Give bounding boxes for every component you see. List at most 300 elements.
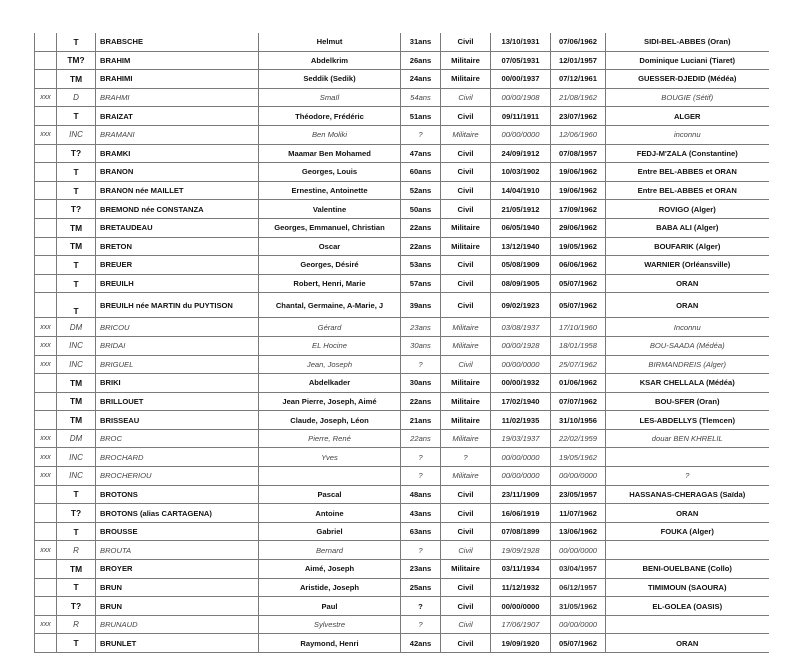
firstnames-cell: Paul (259, 597, 401, 616)
status-cell: Militaire (441, 411, 491, 430)
death-date-cell: 29/06/1962 (551, 218, 606, 237)
category-cell: TM (57, 374, 96, 393)
firstnames-cell: Ernestine, Antoinette (259, 181, 401, 200)
table-row (35, 33, 769, 51)
category-cell: INC (57, 355, 96, 374)
status-cell: Militaire (441, 125, 491, 144)
table-row (35, 504, 769, 523)
status-cell: Civil (441, 578, 491, 597)
table-row (35, 615, 769, 634)
age-cell: 42ans (401, 634, 441, 653)
status-cell: Civil (441, 293, 491, 318)
flag-cell (35, 293, 57, 318)
category-cell: T (57, 634, 96, 653)
birth-date-cell: 24/09/1912 (491, 144, 551, 163)
birth-date-cell: 11/02/1935 (491, 411, 551, 430)
table-row (35, 374, 769, 393)
table-row (35, 181, 769, 200)
table-row (35, 144, 769, 163)
age-cell: 23ans (401, 318, 441, 337)
category-cell: T? (57, 597, 96, 616)
firstnames-cell: Georges, Emmanuel, Christian (259, 218, 401, 237)
status-cell: Civil (441, 144, 491, 163)
place-cell: FEDJ-M'ZALA (Constantine) (606, 144, 769, 163)
surname-cell: BRIGUEL (96, 355, 259, 374)
status-cell: Civil (441, 274, 491, 293)
flag-cell: xxx (35, 615, 57, 634)
place-cell: WARNIER (Orléansville) (606, 256, 769, 275)
firstnames-cell: Helmut (259, 33, 401, 51)
death-date-cell: 00/00/0000 (551, 541, 606, 560)
birth-date-cell: 21/05/1912 (491, 200, 551, 219)
place-cell: douar BEN KHRELIL (606, 429, 769, 448)
firstnames-cell: Gérard (259, 318, 401, 337)
place-cell: ROVIGO (Alger) (606, 200, 769, 219)
place-cell: BABA ALI (Alger) (606, 218, 769, 237)
surname-cell: BRANON née MAILLET (96, 181, 259, 200)
age-cell: 22ans (401, 392, 441, 411)
birth-date-cell: 17/02/1940 (491, 392, 551, 411)
flag-cell: xxx (35, 318, 57, 337)
birth-date-cell: 08/09/1905 (491, 274, 551, 293)
place-cell: BOU-SFER (Oran) (606, 392, 769, 411)
flag-cell: xxx (35, 429, 57, 448)
age-cell: 47ans (401, 144, 441, 163)
birth-date-cell: 09/11/1911 (491, 107, 551, 126)
place-cell: EL-GOLEA (OASIS) (606, 597, 769, 616)
flag-cell (35, 70, 57, 89)
flag-cell (35, 374, 57, 393)
place-cell: ORAN (606, 504, 769, 523)
status-cell: Civil (441, 504, 491, 523)
status-cell: Militaire (441, 237, 491, 256)
flag-cell: xxx (35, 541, 57, 560)
category-cell: INC (57, 448, 96, 467)
place-cell: FOUKA (Alger) (606, 522, 769, 541)
place-cell: inconnu (606, 125, 769, 144)
place-cell: LES-ABDELLYS (Tlemcen) (606, 411, 769, 430)
status-cell: Civil (441, 88, 491, 107)
status-cell: Civil (441, 107, 491, 126)
birth-date-cell: 19/09/1920 (491, 634, 551, 653)
age-cell: ? (401, 355, 441, 374)
status-cell: Civil (441, 355, 491, 374)
death-date-cell: 18/01/1958 (551, 336, 606, 355)
category-cell: T (57, 107, 96, 126)
category-cell: T (57, 485, 96, 504)
place-cell: TIMIMOUN (SAOURA) (606, 578, 769, 597)
table-row (35, 355, 769, 374)
surname-cell: BROC (96, 429, 259, 448)
age-cell: 23ans (401, 560, 441, 579)
place-cell: SIDI-BEL-ABBES (Oran) (606, 33, 769, 51)
birth-date-cell: 19/09/1928 (491, 541, 551, 560)
category-cell: INC (57, 467, 96, 486)
firstnames-cell: Antoine (259, 504, 401, 523)
flag-cell (35, 597, 57, 616)
category-cell: TM (57, 70, 96, 89)
birth-date-cell: 14/04/1910 (491, 181, 551, 200)
birth-date-cell: 00/00/0000 (491, 125, 551, 144)
surname-cell: BREUER (96, 256, 259, 275)
category-cell: R (57, 615, 96, 634)
firstnames-cell: Aimé, Joseph (259, 560, 401, 579)
flag-cell (35, 144, 57, 163)
age-cell: ? (401, 448, 441, 467)
birth-date-cell: 17/06/1907 (491, 615, 551, 634)
age-cell: ? (401, 541, 441, 560)
flag-cell (35, 485, 57, 504)
status-cell: Civil (441, 597, 491, 616)
category-cell: T (57, 293, 96, 318)
age-cell: ? (401, 467, 441, 486)
surname-cell: BRIKI (96, 374, 259, 393)
table-row (35, 485, 769, 504)
place-cell: KSAR CHELLALA (Médéa) (606, 374, 769, 393)
birth-date-cell: 00/00/1932 (491, 374, 551, 393)
birth-date-cell: 07/08/1899 (491, 522, 551, 541)
status-cell: Militaire (441, 392, 491, 411)
firstnames-cell: Georges, Louis (259, 163, 401, 182)
birth-date-cell: 05/08/1909 (491, 256, 551, 275)
death-date-cell: 22/02/1959 (551, 429, 606, 448)
status-cell: Civil (441, 485, 491, 504)
death-date-cell: 05/07/1962 (551, 274, 606, 293)
category-cell: TM (57, 411, 96, 430)
age-cell: 21ans (401, 411, 441, 430)
place-cell: BIRMANDREIS (Alger) (606, 355, 769, 374)
birth-date-cell: 03/08/1937 (491, 318, 551, 337)
death-date-cell: 31/05/1962 (551, 597, 606, 616)
flag-cell (35, 218, 57, 237)
surname-cell: BROYER (96, 560, 259, 579)
place-cell: ORAN (606, 634, 769, 653)
age-cell: 52ans (401, 181, 441, 200)
birth-date-cell: 09/02/1923 (491, 293, 551, 318)
table-row (35, 448, 769, 467)
death-date-cell: 00/00/0000 (551, 615, 606, 634)
death-date-cell: 12/01/1957 (551, 51, 606, 70)
status-cell: Civil (441, 163, 491, 182)
table-row (35, 293, 769, 318)
surname-cell: BRUN (96, 578, 259, 597)
age-cell: 31ans (401, 33, 441, 51)
firstnames-cell: Abdelkrim (259, 51, 401, 70)
flag-cell (35, 392, 57, 411)
surname-cell: BROCHARD (96, 448, 259, 467)
status-cell: Militaire (441, 51, 491, 70)
surname-cell: BRUN (96, 597, 259, 616)
status-cell: Militaire (441, 429, 491, 448)
age-cell: 24ans (401, 70, 441, 89)
age-cell: ? (401, 597, 441, 616)
death-date-cell: 01/06/1962 (551, 374, 606, 393)
death-date-cell: 00/00/0000 (551, 467, 606, 486)
place-cell: Dominique Luciani (Tiaret) (606, 51, 769, 70)
place-cell: BOUFARIK (Alger) (606, 237, 769, 256)
flag-cell (35, 237, 57, 256)
birth-date-cell: 11/12/1932 (491, 578, 551, 597)
firstnames-cell: Robert, Henri, Marie (259, 274, 401, 293)
birth-date-cell: 00/00/0000 (491, 448, 551, 467)
birth-date-cell: 07/05/1931 (491, 51, 551, 70)
table-row (35, 107, 769, 126)
status-cell: Civil (441, 541, 491, 560)
flag-cell (35, 504, 57, 523)
surname-cell: BROTONS (alias CARTAGENA) (96, 504, 259, 523)
place-cell: BENI-OUELBANE (Collo) (606, 560, 769, 579)
table-row (35, 560, 769, 579)
category-cell: T (57, 163, 96, 182)
surname-cell: BRILLOUET (96, 392, 259, 411)
age-cell: 60ans (401, 163, 441, 182)
surname-cell: BROCHERIOU (96, 467, 259, 486)
status-cell: Militaire (441, 218, 491, 237)
flag-cell (35, 634, 57, 653)
surname-cell: BROUSSE (96, 522, 259, 541)
death-date-cell: 06/06/1962 (551, 256, 606, 275)
status-cell: Militaire (441, 318, 491, 337)
status-cell: Civil (441, 33, 491, 51)
surname-cell: BRAMKI (96, 144, 259, 163)
birth-date-cell: 23/11/1909 (491, 485, 551, 504)
place-cell: BOU-SAADA (Médéa) (606, 336, 769, 355)
place-cell: Inconnu (606, 318, 769, 337)
age-cell: 30ans (401, 336, 441, 355)
table-row (35, 522, 769, 541)
status-cell: Militaire (441, 374, 491, 393)
firstnames-cell: Smaïl (259, 88, 401, 107)
surname-cell: BRICOU (96, 318, 259, 337)
birth-date-cell: 13/12/1940 (491, 237, 551, 256)
flag-cell (35, 522, 57, 541)
flag-cell: xxx (35, 355, 57, 374)
death-date-cell: 21/08/1962 (551, 88, 606, 107)
category-cell: TM (57, 218, 96, 237)
birth-date-cell: 10/03/1902 (491, 163, 551, 182)
death-date-cell: 03/04/1957 (551, 560, 606, 579)
firstnames-cell: Pierre, René (259, 429, 401, 448)
age-cell: 57ans (401, 274, 441, 293)
surname-cell: BROUTA (96, 541, 259, 560)
surname-cell: BRETAUDEAU (96, 218, 259, 237)
flag-cell: xxx (35, 125, 57, 144)
age-cell: 22ans (401, 218, 441, 237)
age-cell: 63ans (401, 522, 441, 541)
birth-date-cell: 00/00/1908 (491, 88, 551, 107)
category-cell: TM (57, 237, 96, 256)
age-cell: ? (401, 615, 441, 634)
surname-cell: BRAHMI (96, 88, 259, 107)
table-row (35, 163, 769, 182)
age-cell: 54ans (401, 88, 441, 107)
status-cell: Civil (441, 181, 491, 200)
category-cell: TM (57, 392, 96, 411)
category-cell: DM (57, 318, 96, 337)
category-cell: INC (57, 336, 96, 355)
flag-cell (35, 256, 57, 275)
flag-cell (35, 33, 57, 51)
flag-cell: xxx (35, 467, 57, 486)
table-row (35, 256, 769, 275)
surname-cell: BRUNAUD (96, 615, 259, 634)
surname-cell: BRANON (96, 163, 259, 182)
death-date-cell: 19/06/1962 (551, 163, 606, 182)
status-cell: Civil (441, 522, 491, 541)
surname-cell: BREUILH (96, 274, 259, 293)
firstnames-cell: Raymond, Henri (259, 634, 401, 653)
table-row (35, 541, 769, 560)
table-row (35, 634, 769, 653)
victims-table (34, 33, 769, 653)
firstnames-cell: Oscar (259, 237, 401, 256)
status-cell: Militaire (441, 560, 491, 579)
table-body (35, 33, 769, 653)
category-cell: T (57, 256, 96, 275)
flag-cell: xxx (35, 448, 57, 467)
flag-cell: xxx (35, 88, 57, 107)
firstnames-cell: Sylvestre (259, 615, 401, 634)
age-cell: 25ans (401, 578, 441, 597)
firstnames-cell: Ben Moliki (259, 125, 401, 144)
firstnames-cell: Valentine (259, 200, 401, 219)
firstnames-cell: Seddik (Sedik) (259, 70, 401, 89)
age-cell: 30ans (401, 374, 441, 393)
firstnames-cell: Pascal (259, 485, 401, 504)
age-cell: 48ans (401, 485, 441, 504)
firstnames-cell: EL Hocine (259, 336, 401, 355)
place-cell: HASSANAS-CHERAGAS (Saïda) (606, 485, 769, 504)
place-cell: ? (606, 467, 769, 486)
category-cell: T (57, 33, 96, 51)
surname-cell: BRAIZAT (96, 107, 259, 126)
table-row (35, 70, 769, 89)
death-date-cell: 23/05/1957 (551, 485, 606, 504)
category-cell: T (57, 274, 96, 293)
place-cell: BOUGIE (Sétif) (606, 88, 769, 107)
firstnames-cell: Aristide, Joseph (259, 578, 401, 597)
death-date-cell: 05/07/1962 (551, 293, 606, 318)
status-cell: Militaire (441, 467, 491, 486)
birth-date-cell: 13/10/1931 (491, 33, 551, 51)
firstnames-cell: Théodore, Frédéric (259, 107, 401, 126)
table-row (35, 274, 769, 293)
surname-cell: BRIDAI (96, 336, 259, 355)
flag-cell: xxx (35, 336, 57, 355)
age-cell: 43ans (401, 504, 441, 523)
firstnames-cell: Georges, Désiré (259, 256, 401, 275)
flag-cell (35, 107, 57, 126)
death-date-cell: 07/12/1961 (551, 70, 606, 89)
flag-cell (35, 411, 57, 430)
place-cell (606, 541, 769, 560)
death-date-cell: 07/08/1957 (551, 144, 606, 163)
firstnames-cell: Bernard (259, 541, 401, 560)
surname-cell: BREUILH née MARTIN du PUYTISON (96, 293, 259, 318)
death-date-cell: 06/12/1957 (551, 578, 606, 597)
death-date-cell: 11/07/1962 (551, 504, 606, 523)
birth-date-cell: 00/00/0000 (491, 467, 551, 486)
surname-cell: BROTONS (96, 485, 259, 504)
table-row (35, 51, 769, 70)
category-cell: T (57, 578, 96, 597)
place-cell: Entre BEL-ABBES et ORAN (606, 181, 769, 200)
place-cell: GUESSER-DJEDID (Médéa) (606, 70, 769, 89)
table-row (35, 578, 769, 597)
death-date-cell: 07/07/1962 (551, 392, 606, 411)
category-cell: R (57, 541, 96, 560)
death-date-cell: 05/07/1962 (551, 634, 606, 653)
surname-cell: BRUNLET (96, 634, 259, 653)
age-cell: 53ans (401, 256, 441, 275)
firstnames-cell: Chantal, Germaine, A-Marie, J (259, 293, 401, 318)
status-cell: Militaire (441, 336, 491, 355)
table-row (35, 392, 769, 411)
death-date-cell: 19/06/1962 (551, 181, 606, 200)
surname-cell: BRISSEAU (96, 411, 259, 430)
death-date-cell: 19/05/1962 (551, 448, 606, 467)
category-cell: T? (57, 504, 96, 523)
table-row (35, 429, 769, 448)
category-cell: T? (57, 144, 96, 163)
death-date-cell: 17/09/1962 (551, 200, 606, 219)
table-row (35, 125, 769, 144)
table-row (35, 200, 769, 219)
flag-cell (35, 274, 57, 293)
surname-cell: BRAMANI (96, 125, 259, 144)
place-cell: Entre BEL-ABBES et ORAN (606, 163, 769, 182)
table-row (35, 218, 769, 237)
death-date-cell: 13/06/1962 (551, 522, 606, 541)
birth-date-cell: 00/00/0000 (491, 597, 551, 616)
table-row (35, 318, 769, 337)
age-cell: 39ans (401, 293, 441, 318)
surname-cell: BRETON (96, 237, 259, 256)
place-cell: ORAN (606, 274, 769, 293)
status-cell: Civil (441, 634, 491, 653)
table-row (35, 467, 769, 486)
age-cell: 22ans (401, 429, 441, 448)
table-row (35, 411, 769, 430)
flag-cell (35, 181, 57, 200)
death-date-cell: 31/10/1956 (551, 411, 606, 430)
category-cell: DM (57, 429, 96, 448)
place-cell: ALGER (606, 107, 769, 126)
birth-date-cell: 00/00/1937 (491, 70, 551, 89)
age-cell: ? (401, 125, 441, 144)
firstnames-cell: Claude, Joseph, Léon (259, 411, 401, 430)
death-date-cell: 25/07/1962 (551, 355, 606, 374)
document-page (34, 33, 769, 653)
table-row (35, 336, 769, 355)
firstnames-cell: Jean, Joseph (259, 355, 401, 374)
table-row (35, 597, 769, 616)
flag-cell (35, 200, 57, 219)
surname-cell: BRAHIM (96, 51, 259, 70)
birth-date-cell: 19/03/1937 (491, 429, 551, 448)
firstnames-cell: Jean Pierre, Joseph, Aimé (259, 392, 401, 411)
status-cell: ? (441, 448, 491, 467)
birth-date-cell: 06/05/1940 (491, 218, 551, 237)
death-date-cell: 12/06/1960 (551, 125, 606, 144)
birth-date-cell: 00/00/0000 (491, 355, 551, 374)
death-date-cell: 17/10/1960 (551, 318, 606, 337)
surname-cell: BRABSCHE (96, 33, 259, 51)
firstnames-cell: Gabriel (259, 522, 401, 541)
category-cell: T? (57, 200, 96, 219)
category-cell: TM (57, 560, 96, 579)
category-cell: TM? (57, 51, 96, 70)
